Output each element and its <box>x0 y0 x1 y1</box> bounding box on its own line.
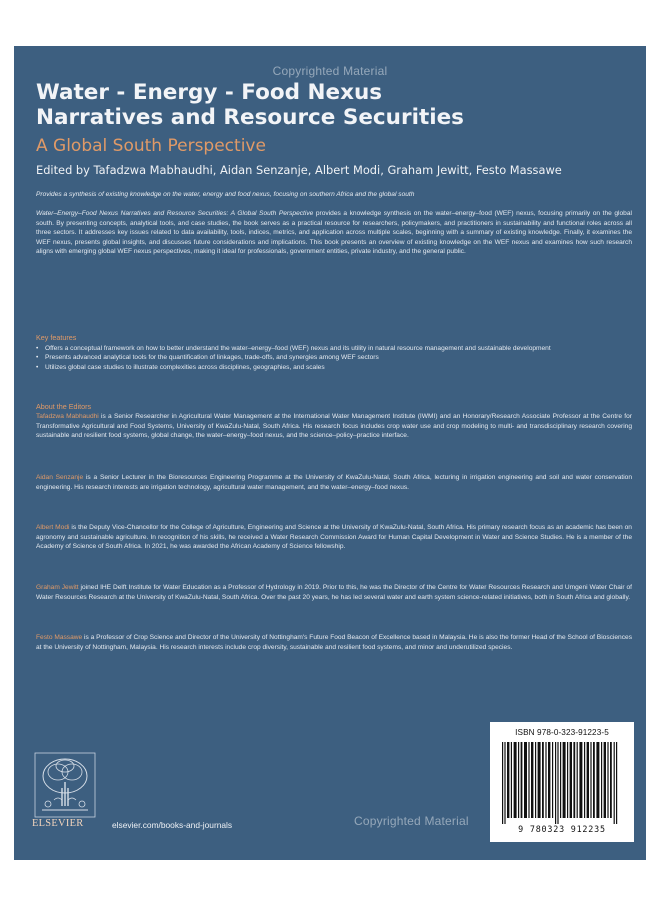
editor-name: Festo Massawe <box>36 634 83 641</box>
editor-name: Tafadzwa Mabhaudhi <box>36 413 99 420</box>
list-item <box>36 353 632 362</box>
publisher-name: ELSEVIER <box>32 818 84 829</box>
key-features-heading: Key features <box>36 333 77 342</box>
barcode-number: 9 780323 912235 <box>518 824 606 834</box>
tagline: Provides a synthesis of existing knowledge on the water, energy and food nexus, focusing on southern Africa and the global south <box>36 191 415 198</box>
feature-text: Offers a conceptual framework on how to better understand the water–energy–food (WEF) nexus and its utility in natural resource management and sustainable development <box>45 345 551 352</box>
feature-text: Utilizes global case studies to illustrate complexities across disciplines, geographies, and scales <box>45 363 325 371</box>
list-item <box>36 344 632 353</box>
editor-bio-text: is a Professor of Crop Science and Director of the University of Nottingham's Future Food Beacon of Excellence based in Malaysia. He is also the former Head of the School of Biosciences at the University of Nottingham, Malaysia. His research interests include crop diversity, sustainable and resilient food systems, and minor and underutilized species. <box>36 634 632 651</box>
elsevier-tree-logo-icon <box>34 752 96 818</box>
description-title: Water–Energy–Food Nexus Narratives and Resource Securities: A Global South Perspective <box>36 210 314 217</box>
list-item <box>36 363 632 372</box>
book-description <box>36 209 632 257</box>
editor-name: Graham Jewitt <box>36 584 79 591</box>
editor-bio-text: joined IHE Delft Institute for Water Education as a Professor of Hydrology in 2019. Prior to this, he was the Director of the Centre for Water Resources Research and Umgeni Water Chair of Water Resources Research at the University of KwaZulu-Natal, South Africa. Over the past 20 years, he has led several water and earth system science-related initiatives, both in South Africa and globally. <box>36 584 632 601</box>
title-line-2: Narratives and Resource Securities <box>36 105 464 130</box>
bullet-icon: • <box>36 354 39 362</box>
barcode-icon <box>498 742 626 824</box>
about-editors-heading: About the Editors <box>36 402 92 411</box>
book-subtitle: A Global South Perspective <box>36 136 266 156</box>
back-cover <box>14 46 646 860</box>
editor-bio-text: is a Senior Lecturer in the Bioresources Engineering Programme at the University of KwaZulu-Natal, South Africa, lecturing in irrigation engineering and soil and water conservation engineering. His research interests are irrigation technology, agricultural water management, and the water–energy–food nexus. <box>36 474 632 491</box>
feature-text: Presents advanced analytical tools for the quantification of linkages, trade-offs, and synergies among WEF sectors <box>45 354 379 362</box>
editor-name: Albert Modi <box>36 524 70 531</box>
editor-bio <box>36 523 632 552</box>
editors-line: Edited by Tafadzwa Mabhaudhi, Aidan Senzanje, Albert Modi, Graham Jewitt, Festo Massawe <box>36 163 562 177</box>
publisher-url: elsevier.com/books-and-journals <box>112 820 233 830</box>
bullet-icon: • <box>36 345 39 352</box>
watermark-bottom: Copyrighted Material <box>354 814 469 828</box>
title-line-1: Water - Energy - Food Nexus <box>36 80 383 105</box>
editor-bio-text: is the Deputy Vice-Chancellor for the College of Agriculture, Engineering and Science at the University of KwaZulu-Natal, South Africa. His primary research focus as an academic has been on agronomy and sustainable agriculture. In recognition of his skills, he received a Water Research Commission Award for Human Capital Development in Water and Science Studies. He is a member of the Academy of Science of South Africa. In 2021, he was awarded the African Academy of Science fellowship. <box>36 524 632 551</box>
editor-bio <box>36 633 632 652</box>
bullet-icon: • <box>36 363 39 371</box>
editor-bio <box>36 583 632 602</box>
editor-bio <box>36 412 632 441</box>
editor-bio-text: is a Senior Researcher in Agricultural Water Management at the International Water Management Institute (IWMI) and an Honorary/Research Associate Professor at the Centre for Transformative Agricultural and Food Systems, University of KwaZulu-Natal, South Africa. His research focus includes crop water use and crop modeling to multi- and transdisciplinary research covering sustainable and resilient food systems, global change, the water–energy–food nexus, and the science–policy–practice interface. <box>36 413 632 440</box>
isbn-box <box>490 722 634 842</box>
editor-bio <box>36 473 632 492</box>
isbn-label: ISBN 978-0-323-91223-5 <box>515 728 609 737</box>
book-title <box>36 80 636 130</box>
editor-name: Aidan Senzanje <box>36 474 84 481</box>
key-features-list <box>36 344 632 372</box>
description-text: provides a knowledge synthesis on the water–energy–food (WEF) nexus, focusing primarily on the global south. By presenting concepts, analytical tools, and case studies, the book serves as a practical resource for researchers, policymakers, and practitioners in sustainability and functional roles across all three sectors. It addresses key issues related to data availability, tools, indices, metrics, and application across multiple scales, beginning with a summary of existing knowledge. Finally, it examines the WEF nexus, presents global insights, and discusses future considerations and implications. This book presents an overview of existing knowledge on the WEF nexus and examines how such research aligns with emerging global WEF nexus perspectives, making it ideal for professionals, government entities, private industry, and the general public. <box>36 210 632 256</box>
watermark-top: Copyrighted Material <box>272 64 388 78</box>
